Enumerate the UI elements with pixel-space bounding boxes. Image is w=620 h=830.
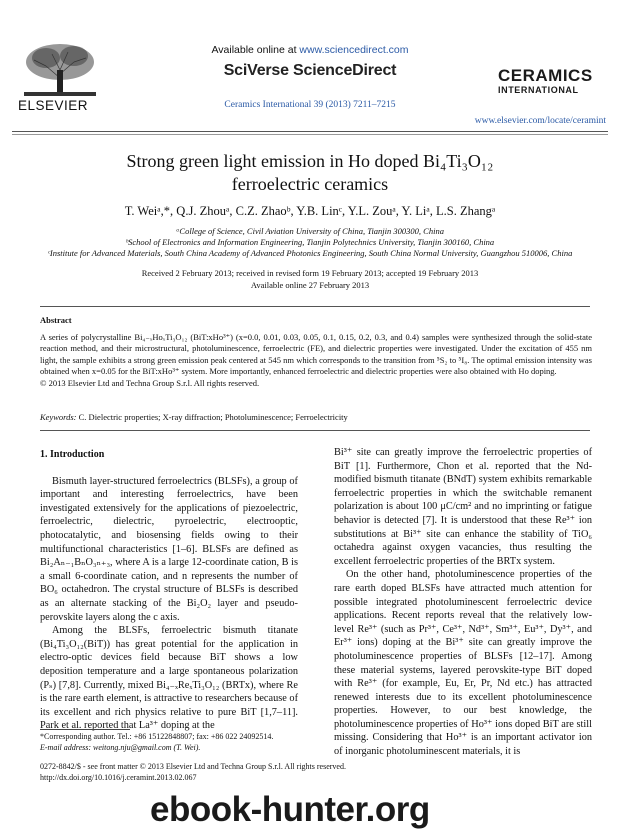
right-paragraph-2: On the other hand, photoluminescence properties of the rare earth doped BLSFs have attracted much attention for possible integrated photoluminescent ferroelectric device applications. Recent reports reveal that the relatively low-level Re³⁺ (such as Pr³⁺, Ce³⁺, Nd³⁺, Sm³⁺, Eu³⁺, Dy³⁺, and Er³⁺ ions) doping at the Bi³⁺ site can greatly improve the photoluminescence properties of BLSFs [12–17]. Among these material systems, layered perovskite-type BiT doped with Re³⁺ (for example, Eu, Er, Pr, Nd etc.) has attracted renewed interests due to its excellent photoluminescence properties. However, to our best knowledge, the photoluminescence properties of Ho³⁺ ions doped BiT are still missing. Considering that Ho³⁺ is an important activator ion of inorganic photoluminescent materials, it is xyxy=(334,569,592,758)
footnote-rule xyxy=(40,729,130,730)
copyright-line: © 2013 Elsevier Ltd and Techna Group S.r.l. All rights reserved. xyxy=(40,377,260,388)
footnote xyxy=(40,732,300,753)
platform-name: SciVerse ScienceDirect xyxy=(223,62,397,79)
affiliation-c: ᶜInstitute for Advanced Materials, South China Academy of Advanced Photonics Engineering, South China Normal University, Guangzhou 510006, China xyxy=(47,248,573,258)
section-heading: 1. Introduction xyxy=(40,449,105,460)
journal-logo-line2: INTERNATIONAL xyxy=(498,85,579,95)
available-prefix: Available online at xyxy=(211,44,300,56)
author-list: T. Weiᵃ,*, Q.J. Zhouᵃ, C.Z. Zhaoᵇ, Y.B. Linᶜ, Y.L. Zouᵃ, Y. Liᵃ, L.S. Zhangᵃ xyxy=(124,204,496,218)
abstract-top-rule xyxy=(40,306,590,307)
sciencedirect-link[interactable]: www.sciencedirect.com xyxy=(299,44,409,56)
right-paragraph-1: Bi³⁺ site can greatly improve the ferroelectric properties of BiT [1]. Furthermore, Chon et al. reported that the Nd-modified bismuth titanate (BNdT) system exhibits remarkable ferroelectric properties in which the switchable remanent polarization is about 100 μC/cm² and no imprinting or fatigue behavior is detected [7]. It is understood that these Re³⁺ ion substitutions at Bi³⁺ site can enhance the stability of TiO₆ octahedra against oxygen vacancies, thus resulting the excellent ferroelectric properties of the BRTx system. xyxy=(334,447,592,567)
publisher-name: ELSEVIER xyxy=(18,98,89,113)
corresponding-author: *Corresponding author. Tel.: +86 15122848807; fax: +86 022 24092514. xyxy=(40,732,274,741)
received-dates: Received 2 February 2013; received in revised form 19 February 2013; accepted 19 February 2013 xyxy=(141,268,479,278)
journal-url-link[interactable]: www.elsevier.com/locate/ceramint xyxy=(474,116,606,126)
available-online-line xyxy=(0,44,620,56)
journal-logo xyxy=(498,66,608,95)
abstract xyxy=(40,332,592,389)
keywords-label: Keywords: xyxy=(40,412,77,422)
right-column xyxy=(334,446,592,759)
affiliation-b: ᵇSchool of Electronics and Information Engineering, Tianjin Polytechnics University, Tianjin 300160, China xyxy=(125,237,495,247)
front-matter-info xyxy=(40,762,346,783)
journal-citation[interactable]: Ceramics International 39 (2013) 7211–7215 xyxy=(224,100,396,110)
abstract-heading: Abstract xyxy=(40,315,72,325)
journal-logo-line1: CERAMICS xyxy=(498,66,593,85)
abstract-text: A series of polycrystalline Bi₄₋ₓHoₓTi₃O₁₂ (BiT:xHo³⁺) (x=0.0, 0.01, 0.03, 0.05, 0.1, 0.15, 0.2, 0.3, and 0.4) samples were synthesized through the solid-state reaction method, and their microstructural, photoluminescence, ferroelectric (FE), and dielectric properties were investigated. Under the excitation of 455 nm light, the sample exhibits a strong green emission peak centered at 545 nm which corresponds to the transition from ⁵S₂ to ⁵I₈. The optimal emission intensity was obtained when x=0.05 for the BiT:xHo³⁺ system. More importantly, enhanced ferroelectric and dielectric properties were also obtained with Ho doping. xyxy=(40,332,592,377)
header-divider-thin xyxy=(12,134,608,135)
left-paragraph-1: Bismuth layer-structured ferroelectrics (BLSFs), a group of important and interesting ferroelectrics, have been investigated extensively for the applications of piezoelectric, ferroelectric, dielectric, pyroelectric, electrooptic, photocatalytic, and biosensing fields owing to their multifunctional characteristics [1–6]. BLSFs are defined as Bi₂Aₙ₋₁BₙO₃ₙ₊₃, where A is a large 12-coordinate cation, B is a small 6-coordinate cation, and n represents the number of BO₆ octahedron. The crystal structure of BLSFs is described as an alternate stacking of the Bi₂O₂ layer and pseudo-perovskite layers along the c axis. xyxy=(40,475,298,623)
issn-line: 0272-8842/$ - see front matter © 2013 Elsevier Ltd and Techna Group S.r.l. All rights reserved. xyxy=(40,762,346,771)
affiliation-a: ᵃCollege of Science, Civil Aviation University of China, Tianjin 300300, China xyxy=(176,226,444,236)
article-dates xyxy=(0,267,620,291)
keywords-text: C. Dielectric properties; X-ray diffraction; Photoluminescence; Ferroelectricity xyxy=(76,412,348,422)
title-line2: ferroelectric ceramics xyxy=(231,174,389,194)
header-divider xyxy=(12,131,608,132)
article-title xyxy=(0,150,620,196)
available-online-date: Available online 27 February 2013 xyxy=(250,280,370,290)
author-email[interactable]: E-mail address: weitong.nju@gmail.com (T. Wei). xyxy=(40,742,201,752)
left-column xyxy=(40,448,298,733)
doi-link[interactable]: http://dx.doi.org/10.1016/j.ceramint.2013.02.067 xyxy=(40,772,197,782)
watermark: ebook-hunter.org xyxy=(150,790,430,829)
keywords xyxy=(40,412,592,422)
title-line1: Strong green light emission in Ho doped Bi₄Ti₃O₁₂ xyxy=(126,151,494,171)
left-paragraph-2: Among the BLSFs, ferroelectric bismuth titanate (Bi₄Ti₃O₁₂(BiT)) has great potential for the application in electro-optic devices field because BiT shows a low deposition temperature and a large spontaneous polarization (Pₛ) [7,8]. Currently, mixed Bi₄₋ₓReₓTi₃O₁₂ (BRTx), where Re is the rare earth element, is attractive to researchers because of its excellent and rich physics relative to pure BiT [1,7–11]. Park et al. reported that La³⁺ doping at the xyxy=(40,625,298,732)
abstract-bottom-rule xyxy=(40,430,590,431)
